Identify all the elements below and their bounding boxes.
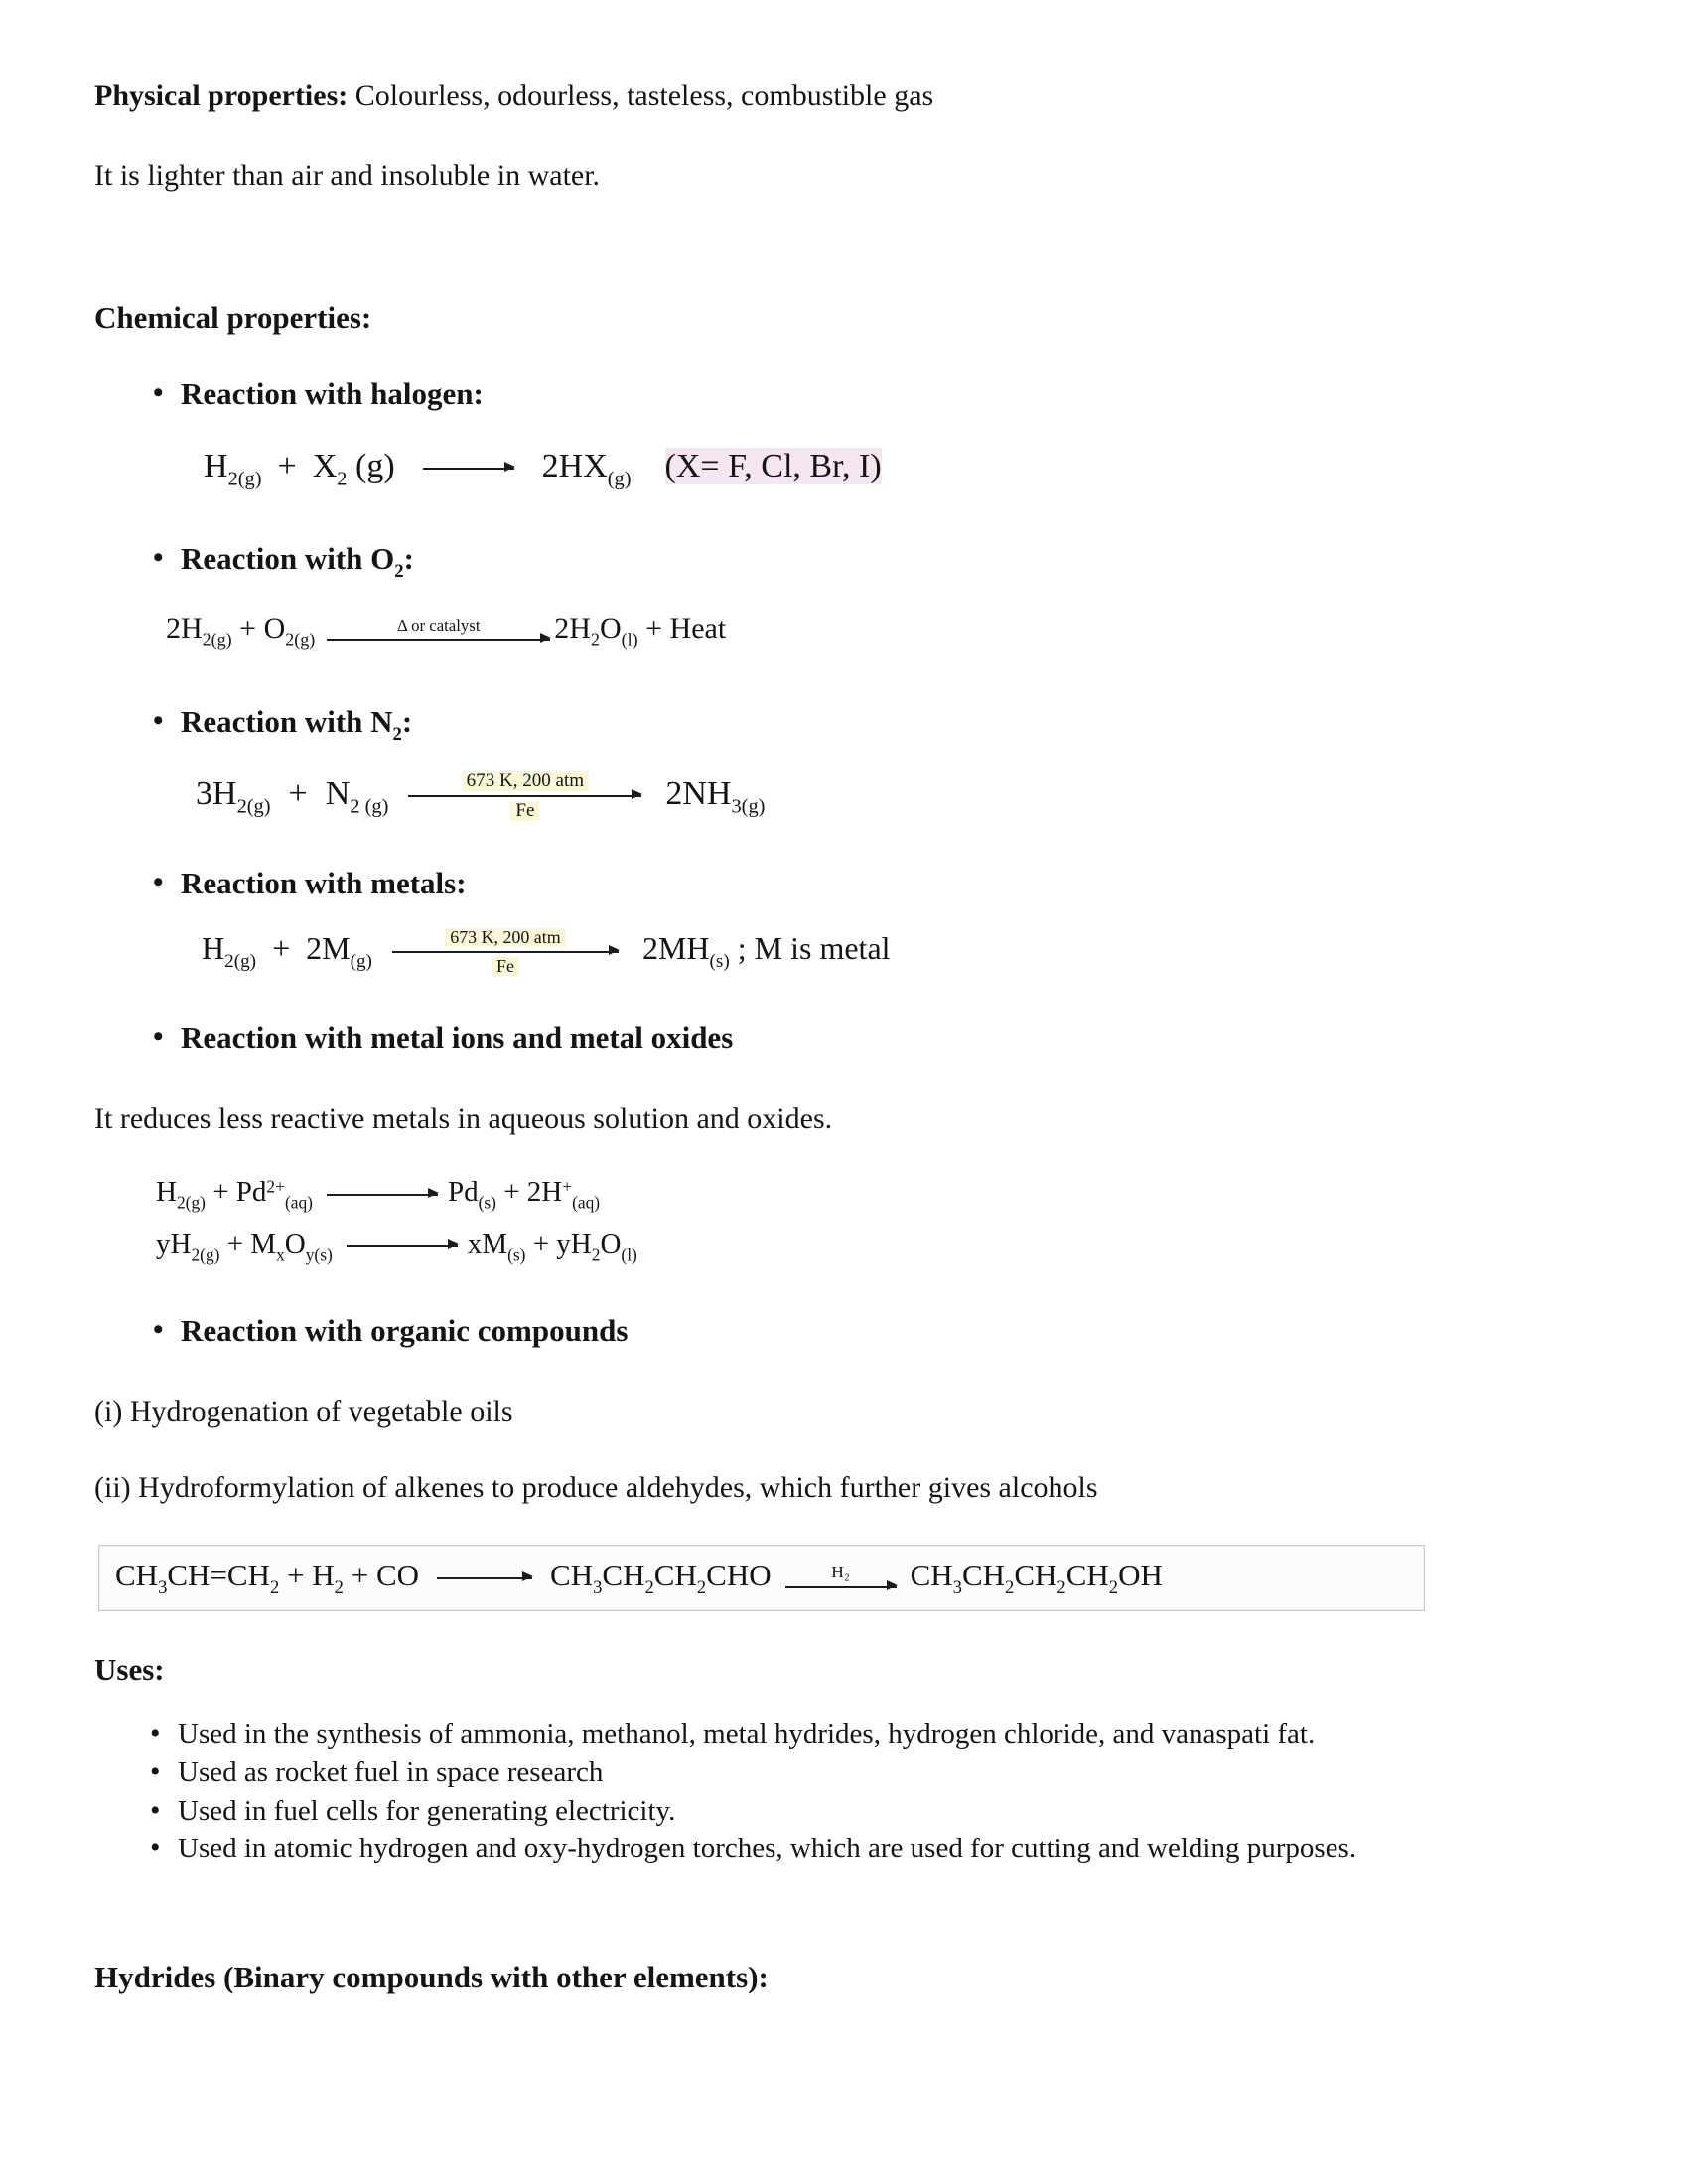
uses-item: • Used in atomic hydrogen and oxy-hydrogen torches, which are used for cutting and welding purposes. — [146, 1830, 1589, 1867]
equation-oxygen: $2H_{2(g)} + O_{2(g)}$ Δ or catalyst $2H_2O_{(l)}$ + Heat — [166, 613, 727, 650]
chemical-properties-heading: Chemical properties: — [94, 300, 372, 335]
organic-item-i: (i) Hydrogenation of vegetable oils — [94, 1394, 513, 1428]
solubility-line: It is lighter than air and insoluble in water. — [94, 158, 601, 192]
bullet-reaction-n2-label: Reaction with $N_2$: — [181, 703, 413, 745]
physical-properties-text: Colourless, odourless, tasteless, combustible gas — [348, 79, 934, 112]
bullet-reaction-metal-ions-label: Reaction with metal ions and metal oxides — [181, 1021, 734, 1056]
hydrides-heading: Hydrides (Binary compounds with other elements): — [94, 1960, 769, 1995]
bullet-reaction-metals — [149, 865, 1589, 903]
bullet-reaction-halogen — [149, 375, 1589, 414]
hydroformylation-box — [98, 1545, 1425, 1612]
organic-item-ii: (ii) Hydroformylation of alkenes to produce aldehydes, which further gives alcohols — [94, 1471, 1098, 1505]
uses-heading: Uses: — [94, 1652, 165, 1688]
bullet-reaction-o2 — [149, 540, 1589, 583]
equation-nitrogen: $3H_{2(g)} + N_{2 (g)}$ 673 K, 200 atm Fe $2NH_{3(g)}$ — [196, 769, 766, 821]
physical-properties-line — [94, 77, 1589, 115]
bullet-reaction-o2-label: Reaction with $O_2$: — [181, 541, 414, 582]
equation-reduction-2: $yH_{2(g)} + M_xO_{y(s)}$ $xM_{(s)} + yH_2O_{(l)}$ — [156, 1227, 637, 1264]
equation-metals: $H_{2(g)} + 2M_{(g)}$ 673 K, 200 atm Fe $2MH_{(s)}$ ; M is metal — [202, 927, 891, 977]
physical-properties-label: Physical properties: — [94, 79, 349, 112]
bullet-reaction-organic — [149, 1312, 1589, 1351]
reduces-line: It reduces less reactive metals in aqueous solution and oxides. — [94, 1101, 833, 1135]
uses-item: • Used as rocket fuel in space research — [146, 1753, 1589, 1791]
bullet-reaction-metal-ions — [149, 1020, 1589, 1058]
bullet-reaction-n2 — [149, 703, 1589, 746]
bullet-reaction-metals-label: Reaction with metals: — [181, 865, 467, 900]
uses-list — [94, 1715, 1589, 1867]
uses-item: • Used in fuel cells for generating electricity. — [146, 1792, 1589, 1830]
uses-item: • Used in the synthesis of ammonia, methanol, metal hydrides, hydrogen chloride, and vanaspati fat. — [146, 1715, 1589, 1753]
equation-reduction-1: $H_{2(g)} + Pd^{2+}_{(aq)}$ $Pd_{(s)} + 2H^+_{(aq)}$ — [156, 1176, 601, 1213]
bullet-reaction-halogen-label: Reaction with halogen: — [181, 375, 484, 411]
equation-halogen: $H_{2(g)} + X_2$ (g) $2HX_{(g)}$ (X= F, Cl, Br, I) — [204, 447, 882, 490]
bullet-reaction-organic-label: Reaction with organic compounds — [181, 1312, 629, 1348]
equation-hydroformylation: $CH_3CH=CH_2 + H_2$ + CO $CH_3CH_2CH_2CHO$ H₂ $CH_3CH_2CH_2CH_2OH$ — [115, 1557, 1163, 1598]
